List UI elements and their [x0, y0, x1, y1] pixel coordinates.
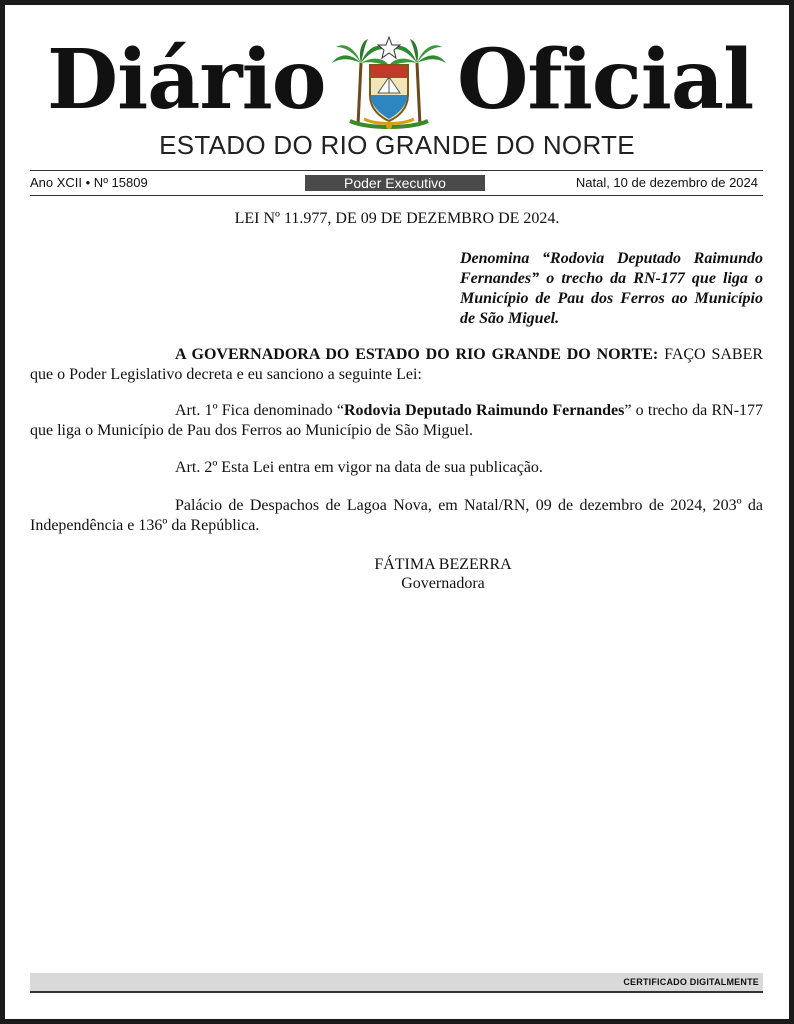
gazette-page	[5, 5, 789, 1019]
masthead	[5, 32, 789, 128]
digital-certification-label: CERTIFICADO DIGITALMENTE	[623, 977, 759, 987]
article-1-prefix: Art. 1º Fica denominado “	[175, 402, 344, 419]
edition-number: Ano XCII • Nº 15809	[30, 175, 148, 190]
signer-name: FÁTIMA BEZERRA	[374, 556, 512, 573]
article-1	[30, 401, 763, 441]
masthead-title-right: Oficial	[457, 32, 754, 128]
law-ementa: Denomina “Rodovia Deputado Raimundo Fernandes” o trecho da RN-177 que liga o Município de Pau dos Ferros ao Município de São Miguel.	[460, 250, 763, 327]
masthead-title-left: Diário	[47, 32, 326, 128]
article-1-suffix: ” o trecho da RN-177 que liga o Município de Pau dos Ferros ao Município de São Miguel.	[30, 402, 764, 439]
section-badge: Poder Executivo	[305, 175, 485, 191]
header-top-rule	[30, 170, 763, 171]
law-title: LEI Nº 11.977, DE 09 DE DEZEMBRO DE 2024.	[234, 210, 560, 227]
preamble-paragraph	[30, 345, 763, 385]
coat-of-arms-icon	[328, 33, 450, 133]
masthead-subtitle: ESTADO DO RIO GRANDE DO NORTE	[159, 130, 635, 160]
closing-paragraph: Palácio de Despachos de Lagoa Nova, em Natal/RN, 09 de dezembro de 2024, 203º da Independência e 136º da República.	[30, 497, 763, 534]
article-1-road-name: Rodovia Deputado Raimundo Fernandes	[344, 402, 625, 419]
footer-bar	[30, 973, 763, 991]
signer-role: Governadora	[401, 575, 485, 592]
article-2: Art. 2º Esta Lei entra em vigor na data de sua publicação.	[175, 459, 543, 476]
preamble-text: FAÇO SABER que o Poder Legislativo decreta e eu sanciono a seguinte Lei:	[30, 346, 764, 383]
header-bottom-rule	[30, 195, 763, 196]
footer-rule	[30, 991, 763, 993]
issue-date: Natal, 10 de dezembro de 2024	[575, 175, 758, 190]
preamble-authority: A GOVERNADORA DO ESTADO DO RIO GRANDE DO NORTE:	[175, 346, 659, 363]
